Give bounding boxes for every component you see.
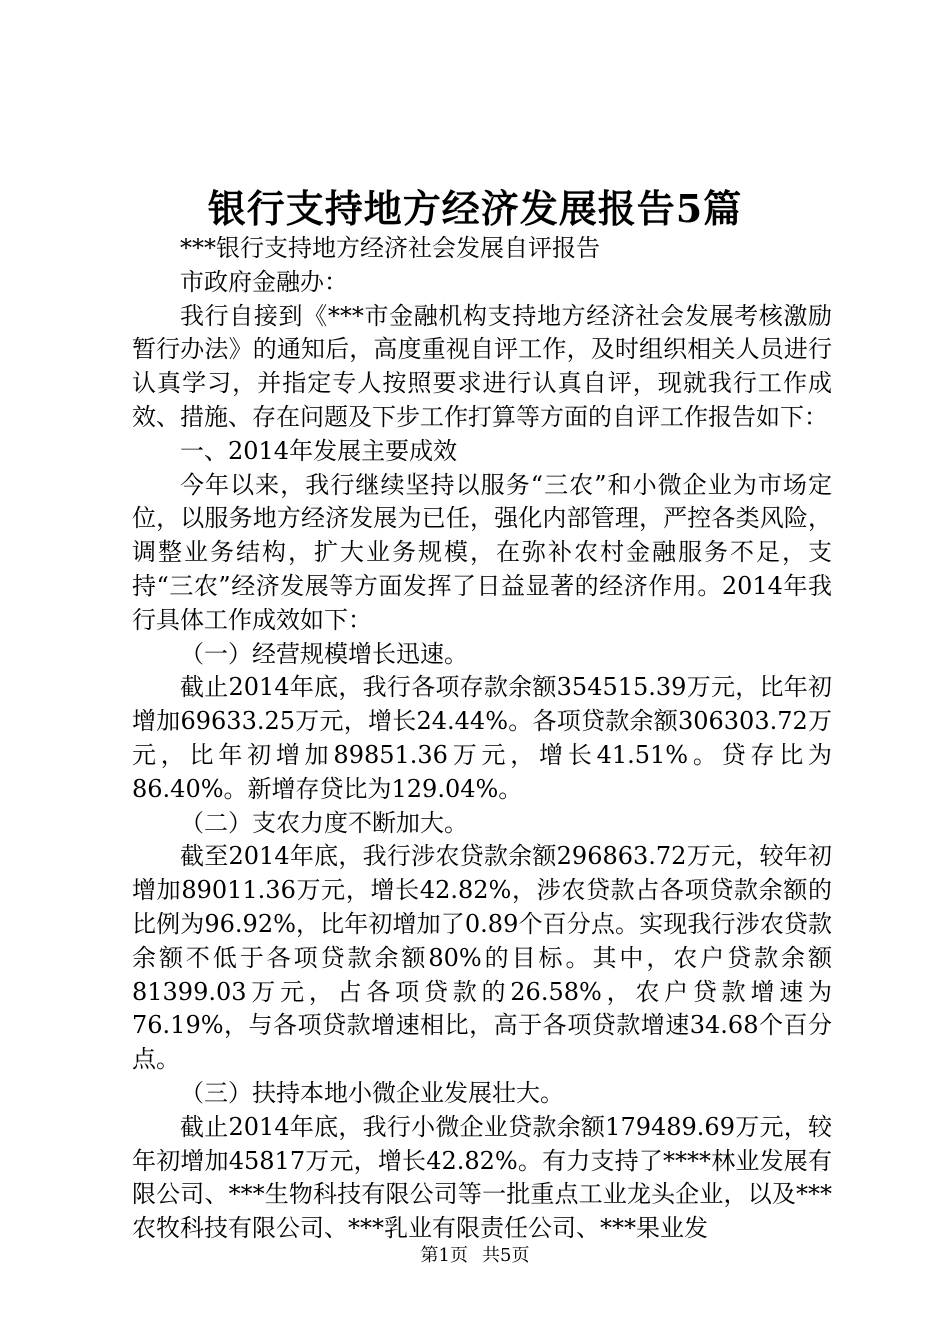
paragraph-report-heading: ***银行支持地方经济社会发展自评报告 (180, 234, 600, 262)
paragraph-overview: 今年以来，我行继续坚持以服务“三农”和小微企业为市场定位，以服务地方经济发展为已任，强化内部管理，严控各类风险，调整业务结构，扩大业务规模，在弥补农村金融服务不足，支持“三农”经济发展等方面发挥了日益显著的经济作用。2014年我行具体工作成效如下： (132, 470, 832, 634)
paragraph-intro: 我行自接到《***市金融机构支持地方经济社会发展考核激励暂行办法》的通知后，高度重视自评工作，及时组织相关人员进行认真学习，并指定专人按照要求进行认真自评，现就我行工作成效、措施、存在问题及下步工作打算等方面的自评工作报告如下： (132, 301, 832, 431)
page-footer (0, 1244, 950, 1268)
document-title: 银行支持地方经济发展报告5篇 (207, 186, 743, 231)
subheading-1: （一）经营规模增长迅速。 (180, 639, 468, 668)
section-heading-1: 一、2014年发展主要成效 (180, 436, 458, 465)
document-body (132, 232, 832, 1246)
paragraph-scale: 截止2014年底，我行各项存款余额354515.39万元，比年初增加69633.25万元，增长24.44%。各项贷款余额306303.72万元，比年初增加89851.36万元，增长41.51%。贷存比为86.40%。新增存贷比为129.04%。 (132, 673, 832, 803)
subheading-2: （二）支农力度不断加大。 (180, 808, 468, 837)
paragraph-small-business: 截止2014年底，我行小微企业贷款余额179489.69万元，较年初增加45817万元，增长42.82%。有力支持了****林业发展有限公司、***生物科技有限公司等一批重点工业龙头企业，以及***农牧科技有限公司、***乳业有限责任公司、***果业发 (132, 1112, 832, 1243)
page-total: 共5页 (482, 1245, 530, 1266)
subheading-3: （三）扶持本地小微企业发展壮大。 (180, 1078, 564, 1107)
page-number: 第1页 (420, 1245, 468, 1266)
paragraph-addressee: 市政府金融办： (180, 267, 348, 296)
paragraph-agriculture: 截至2014年底，我行涉农贷款余额296863.72万元，较年初增加89011.36万元，增长42.82%，涉农贷款占各项贷款余额的比例为96.92%，比年初增加了0.89个百分点。实现我行涉农贷款余额不低于各项贷款余额80%的目标。其中，农户贷款余额81399.03万元，占各项贷款的26.58%，农户贷款增速为76.19%，与各项贷款增速相比，高于各项贷款增速34.68个百分点。 (132, 842, 832, 1074)
